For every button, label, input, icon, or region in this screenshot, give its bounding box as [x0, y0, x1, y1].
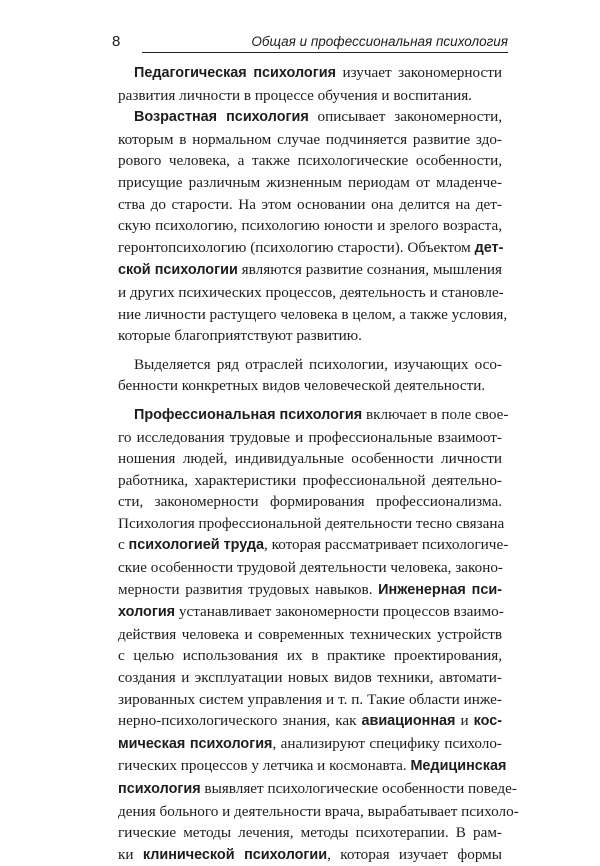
term-child-psychology: ской психологии	[118, 262, 238, 279]
text-line: психология выявляет психологические особенности поведе-	[118, 780, 517, 797]
text-line: которым в нормальном случае подчиняется развитие здо-	[118, 130, 502, 148]
text-line: развития личности в процессе обучения и воспитания.	[118, 86, 472, 104]
text-line: ства до старости. На этом основании она делится на дет-	[118, 195, 502, 213]
text-line: ношения людей, индивидуальные особенности личности	[118, 450, 502, 468]
text-line: хология устанавливает закономерности процессов взаимо-	[118, 603, 504, 621]
text-line: которые благоприятствуют развитию.	[118, 327, 362, 345]
text-line: зированных систем управления и т. п. Такие области инже-	[118, 690, 502, 708]
text-line: и других психических процессов, деятельность и становле-	[118, 283, 504, 301]
text-line: геронтопсихологию (психологию старости). Объектом дет-	[118, 238, 504, 256]
term-aviation-psychology: авиационная	[361, 713, 456, 730]
text-line: гические методы лечения, методы психотерапии. В рам-	[118, 824, 502, 842]
text-line: с целью использования их в практике проектирования,	[118, 647, 502, 665]
text-line: Выделяется ряд отраслей психологии, изучающих осо-	[134, 355, 502, 373]
text-line: дения больного и деятельности врача, вырабатывает психоло-	[118, 802, 519, 820]
body-text	[118, 62, 519, 866]
text-line: присущие различным жизненным периодам от младенче-	[118, 173, 502, 191]
text-line: мерности развития трудовых навыков. Инженерная пси-	[118, 580, 502, 598]
text-line: действия человека и современных технических устройств	[118, 625, 502, 643]
term-professional-psychology: Профессиональная психология	[134, 406, 363, 423]
text-line: мическая психология, анализируют специфику психоло-	[118, 734, 502, 752]
text-line: ние личности растущего человека в целом, а также условия,	[118, 305, 508, 323]
term-clinical-psychology: клинической психологии	[142, 846, 328, 863]
page-header	[98, 32, 508, 52]
term-space-psychology: кос-	[473, 713, 502, 730]
term-engineering-psychology: хология	[118, 604, 176, 621]
text-line: гических процессов у летчика и космонавта. Медицинская	[118, 757, 507, 775]
term-engineering-psychology: Инженерная пси-	[378, 581, 502, 598]
term-child-psychology: дет-	[474, 239, 504, 256]
text-line: Возрастная психология описывает закономерности,	[134, 108, 502, 126]
text-line: с психологией труда, которая рассматривает психологиче-	[118, 536, 509, 554]
page-number: 8	[112, 33, 121, 50]
text-line: скую психологию, психологию юности и зрелого возраста,	[118, 217, 502, 235]
text-line: создания и эксплуатации новых видов техники, автомати-	[118, 669, 502, 687]
term-medical-psychology: психология	[118, 781, 201, 797]
text-line: ской психологии являются развитие сознания, мышления	[118, 261, 502, 279]
term-labor-psychology: психологией труда	[128, 537, 265, 554]
text-line: го исследования трудовые и профессиональные взаимоот-	[118, 428, 502, 446]
running-title: Общая и профессиональная психология	[251, 34, 508, 49]
text-line: Психология профессиональной деятельности тесно связана	[118, 514, 505, 532]
text-line: сти, закономерности формирования профессионализма.	[118, 493, 502, 511]
text-line: ки клинической психологии, которая изучает формы	[118, 845, 502, 863]
term-age-psychology: Возрастная психология	[134, 109, 309, 126]
text-line: нерно-психологического знания, как авиационная и кос-	[118, 712, 502, 730]
text-line: ские особенности трудовой деятельности человека, законо-	[118, 559, 503, 577]
text-line: работника, характеристики профессиональной деятельно-	[118, 471, 502, 489]
term-pedagogical-psychology: Педагогическая психология	[134, 65, 336, 81]
term-space-psychology: мическая психология	[118, 735, 273, 752]
header-rule	[142, 52, 508, 53]
text-line: Педагогическая психология изучает закономерности	[134, 64, 502, 81]
text-line: рового человека, а также психологические особенности,	[118, 152, 502, 170]
term-medical-psychology: Медицинская	[410, 758, 507, 775]
text-line: бенности конкретных видов человеческой деятельности.	[118, 377, 486, 395]
text-line: Профессиональная психология включает в поле свое-	[134, 405, 509, 423]
